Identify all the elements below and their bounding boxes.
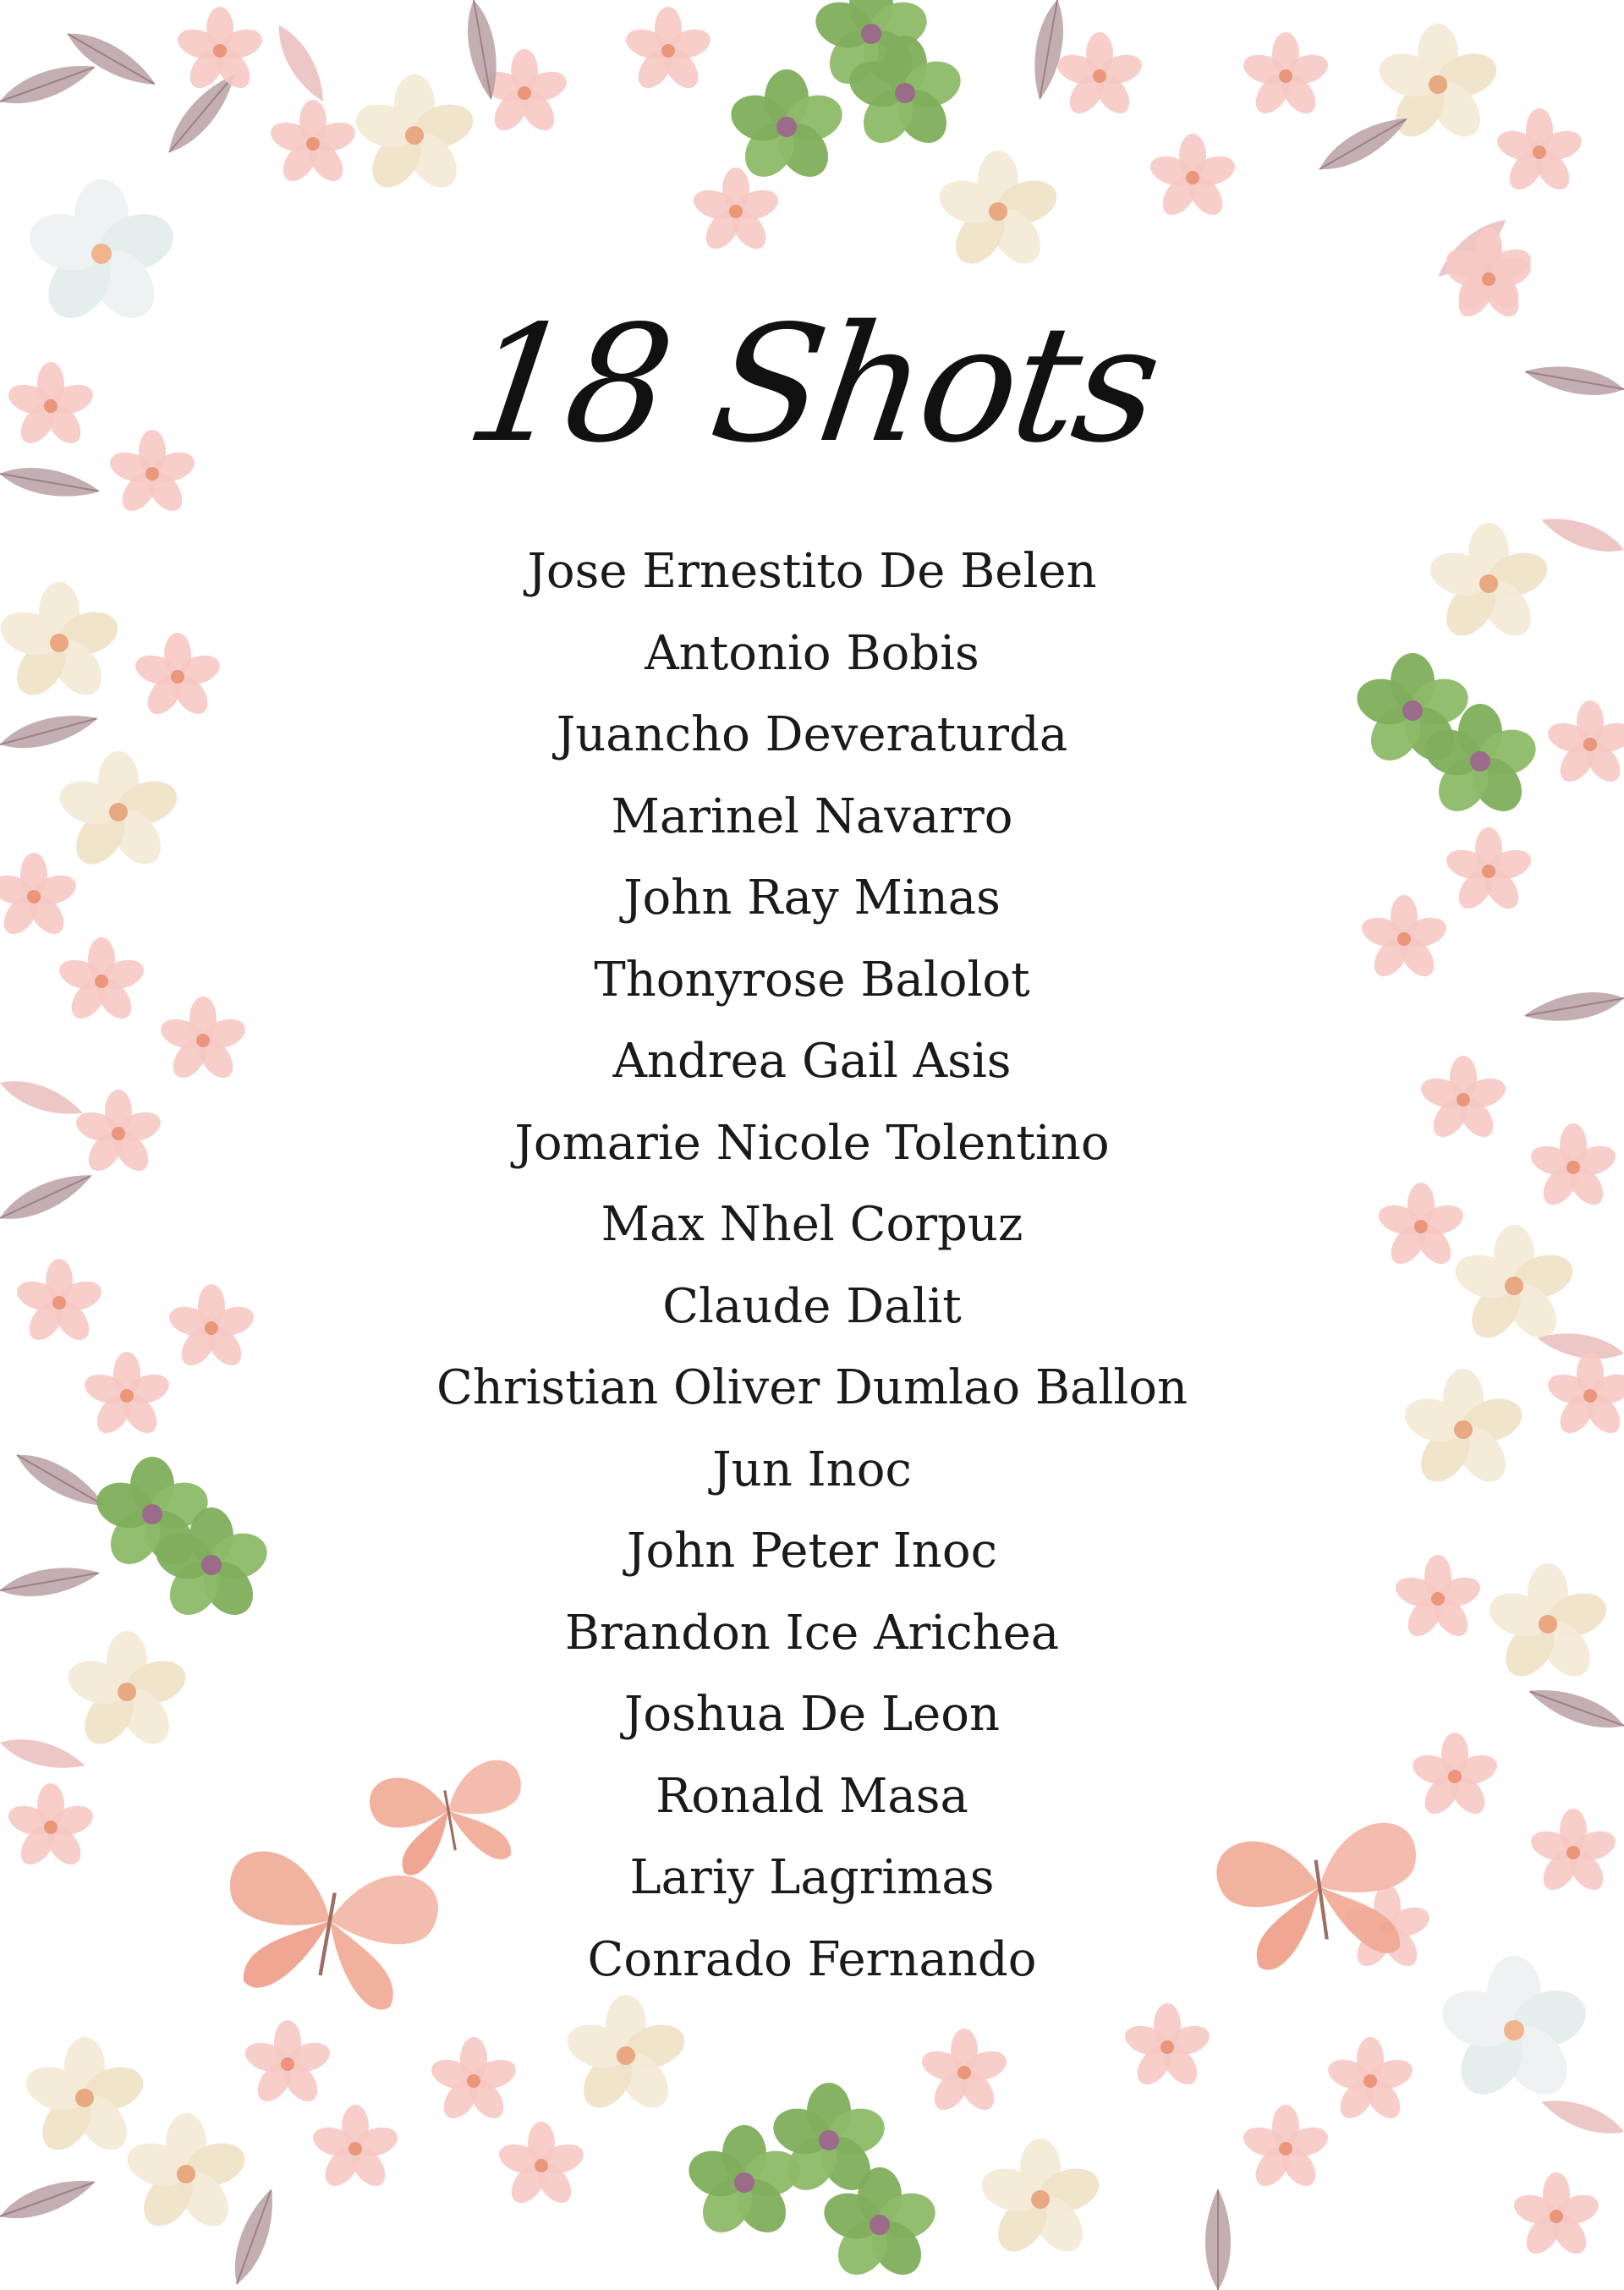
list-item: Joshua De Leon bbox=[623, 1687, 1001, 1742]
list-item: Conrado Fernando bbox=[587, 1931, 1037, 1987]
list-item: Antonio Bobis bbox=[645, 625, 979, 681]
right-floral-cluster bbox=[1341, 235, 1624, 1972]
list-item: Marinel Navarro bbox=[611, 788, 1013, 844]
content-area bbox=[304, 291, 1320, 2001]
bottom-floral-cluster bbox=[0, 1956, 1624, 2290]
list-item: Jomarie Nicole Tolentino bbox=[514, 1115, 1110, 1171]
list-item: Max Nhel Corpuz bbox=[601, 1197, 1023, 1252]
list-item: Jun Inoc bbox=[712, 1442, 912, 1497]
list-item: John Ray Minas bbox=[623, 870, 1001, 925]
left-floral-cluster bbox=[0, 362, 273, 1870]
list-item: Thonyrose Balolot bbox=[594, 952, 1030, 1008]
list-item: Christian Oliver Dumlao Ballon bbox=[436, 1360, 1188, 1415]
list-item: Juancho Deveraturda bbox=[556, 707, 1068, 762]
list-item: Ronald Masa bbox=[656, 1768, 968, 1824]
page-title: 18 Shots bbox=[456, 291, 1169, 478]
list-item: John Peter Inoc bbox=[627, 1524, 997, 1579]
list-item: Claude Dalit bbox=[662, 1278, 962, 1334]
list-item: Jose Ernestito De Belen bbox=[527, 544, 1097, 599]
list-item: Brandon Ice Arichea bbox=[564, 1605, 1060, 1661]
names-list bbox=[304, 531, 1320, 2001]
list-item: Lariy Lagrimas bbox=[629, 1850, 995, 1905]
list-item: Andrea Gail Asis bbox=[612, 1034, 1012, 1089]
top-floral-cluster bbox=[0, 0, 1585, 330]
